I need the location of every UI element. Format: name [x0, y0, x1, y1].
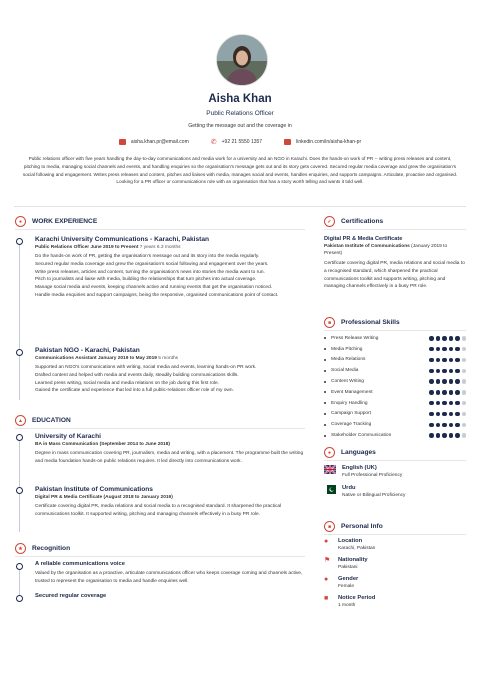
skills-list — [324, 333, 466, 441]
work-experience-title: WORK EXPERIENCE — [32, 218, 98, 225]
uk-flag-icon — [324, 465, 336, 474]
skill-row — [324, 333, 466, 344]
skill-name: Stakeholder Communication — [324, 433, 391, 438]
recognition-title: Recognition — [32, 545, 71, 552]
candidate-name: Aisha Khan — [208, 93, 272, 105]
rating-dot — [436, 390, 441, 395]
email-contact[interactable] — [119, 138, 189, 146]
skill-rating — [429, 433, 466, 438]
experience-description: Supported an NGO's communications with writing, social media and events, learning hands-on PR work. Drafted content and helped with media and events daily, steadily building communications skills. Learned press writing, social media and media relations on the job during this first role. Gained the certificate and experience that led into a full public-relations officer role of my own. — [35, 365, 257, 394]
rating-dot — [462, 390, 467, 395]
rating-dot — [462, 423, 467, 428]
skill-rating — [429, 423, 466, 428]
rating-dot — [449, 401, 454, 406]
email-icon — [119, 139, 126, 145]
rating-dot — [429, 358, 434, 363]
skill-name: Enquiry Handling — [324, 401, 368, 406]
linkedin-text: linkedin.com/in/aisha-khan-pr — [296, 139, 362, 145]
bullet-icon — [324, 337, 326, 339]
rating-dot — [429, 379, 434, 384]
skill-row — [324, 355, 466, 366]
rating-dot — [449, 369, 454, 374]
skill-rating — [429, 347, 466, 352]
section-rule — [324, 460, 466, 461]
recognition-entry — [35, 561, 305, 586]
skill-name: Media Pitching — [324, 347, 362, 352]
certification-title: Digital PR & Media Certificate — [324, 236, 403, 242]
personal-info-list — [324, 538, 466, 614]
bullet-icon — [324, 402, 326, 404]
skill-row — [324, 344, 466, 355]
language-level: Native or Bilingual Proficiency — [342, 493, 406, 498]
rating-dot — [442, 379, 447, 384]
email-text: aisha.khan.pr@email.com — [130, 139, 189, 145]
rating-dot — [436, 347, 441, 352]
bullet-icon — [324, 381, 326, 383]
linkedin-icon — [284, 139, 291, 145]
languages-list — [324, 465, 466, 505]
experience-entry — [35, 347, 305, 395]
contact-bar — [0, 138, 480, 146]
rating-dot — [429, 369, 434, 374]
certifications-heading — [324, 216, 383, 227]
experience-entry — [35, 236, 305, 300]
rating-dot — [449, 433, 454, 438]
rating-dot — [436, 369, 441, 374]
certification-entry — [324, 236, 466, 291]
briefcase-icon: ● — [15, 216, 26, 227]
language-name: English (UK) — [342, 465, 377, 471]
skills-title: Professional Skills — [341, 319, 400, 326]
skills-heading — [324, 317, 400, 328]
location-pin-icon: ● — [324, 538, 329, 545]
rating-dot — [449, 390, 454, 395]
personal-info-title: Personal Info — [341, 523, 383, 530]
rating-dot — [449, 423, 454, 428]
person-icon: ● — [324, 576, 329, 583]
rating-dot — [442, 336, 447, 341]
flag-icon: ⚑ — [324, 557, 331, 564]
linkedin-contact[interactable] — [284, 138, 361, 146]
experience-description: Do the hands-on work of PR, getting the organisation's message out and its story into the media regularly. Secured regular media coverage and grew the organisation's social following and engagement over the years. Write press releases, articles and content, turning the organisation's news into stories the media want to run. Pitch to journalists and liaise with media, building the relationships that turn pitches into actual coverage. Manage social media and events, keeping channels active and running events that get the organisation noticed. Handle media enquiries and support campaigns, being the responsive, organised communications point of contact. — [35, 254, 279, 298]
rating-dot — [455, 401, 460, 406]
skill-rating — [429, 369, 466, 374]
skill-name: Press Release Writing — [324, 336, 378, 341]
education-title: EDUCATION — [32, 417, 71, 424]
skill-row — [324, 365, 466, 376]
rating-dot — [442, 423, 447, 428]
education-timeline — [19, 436, 20, 532]
rating-dot — [455, 347, 460, 352]
pakistan-flag-icon — [324, 485, 336, 494]
personal-info-item: ⚑ Nationality Pakistani — [324, 557, 368, 570]
bullet-icon — [324, 370, 326, 372]
languages-title: Languages — [341, 449, 376, 456]
toolbox-icon: ■ — [324, 317, 335, 328]
job-title: Public Relations Officer — [206, 110, 274, 117]
position-dates: Communications Assistant January 2019 to May 2019 5 months — [35, 356, 179, 361]
skill-name: Campaign Support — [324, 411, 371, 416]
rating-dot — [429, 412, 434, 417]
rating-dot — [455, 412, 460, 417]
work-experience-heading — [15, 216, 97, 227]
skill-row — [324, 419, 466, 430]
language-level: Full Professional Proficiency — [342, 473, 403, 478]
timeline-dot — [16, 595, 23, 602]
rating-dot — [449, 347, 454, 352]
rating-dot — [429, 347, 434, 352]
skill-name: Coverage Tracking — [324, 422, 371, 427]
rating-dot — [442, 390, 447, 395]
skill-rating — [429, 358, 466, 363]
phone-icon: ✆ — [210, 139, 217, 146]
profile-photo — [216, 34, 268, 86]
rating-dot — [429, 336, 434, 341]
skill-name: Social Media — [324, 368, 358, 373]
rating-dot — [462, 358, 467, 363]
rating-dot — [429, 390, 434, 395]
divider — [14, 206, 466, 207]
position-dates: Public Relations Officer June 2019 to Present 7 years 6.3 months — [35, 245, 181, 250]
rating-dot — [442, 358, 447, 363]
rating-dot — [442, 401, 447, 406]
rating-dot — [442, 412, 447, 417]
skill-name: Content Writing — [324, 379, 364, 384]
rating-dot — [455, 358, 460, 363]
skill-row — [324, 398, 466, 409]
section-rule — [324, 330, 466, 331]
rating-dot — [455, 336, 460, 341]
section-rule — [15, 556, 305, 557]
id-card-icon: ■ — [324, 521, 335, 532]
language-name: Urdu — [342, 485, 356, 491]
skill-row — [324, 376, 466, 387]
rating-dot — [455, 369, 460, 374]
employer: Pakistan NGO - Karachi, Pakistan — [35, 347, 140, 354]
skill-row — [324, 409, 466, 420]
timeline-dot — [16, 238, 23, 245]
rating-dot — [436, 433, 441, 438]
bullet-icon — [324, 424, 326, 426]
timeline-dot — [16, 434, 23, 441]
rating-dot — [455, 379, 460, 384]
rating-dot — [442, 433, 447, 438]
rating-dot — [462, 433, 467, 438]
education-entry — [35, 433, 305, 466]
recognition-name: Secured regular coverage — [35, 593, 107, 599]
phone-contact[interactable] — [211, 138, 262, 146]
bullet-icon — [324, 391, 326, 393]
personal-info-heading — [324, 521, 383, 532]
rating-dot — [449, 358, 454, 363]
rating-dot — [429, 423, 434, 428]
recognition-entry — [35, 593, 305, 599]
skill-rating — [429, 401, 466, 406]
experience-timeline — [19, 240, 20, 400]
rating-dot — [462, 401, 467, 406]
section-rule — [324, 229, 466, 230]
recognition-name: A reliable communications voice — [35, 561, 125, 567]
section-rule — [15, 229, 305, 230]
rating-dot — [436, 423, 441, 428]
rating-dot — [436, 401, 441, 406]
skill-name: Media Relations — [324, 357, 365, 362]
graduation-cap-icon: ▲ — [15, 415, 26, 426]
certification-description: Certificate covering digital PR, media relations and social media to a recognised standard, which sharpened the practical communications toolkit and supports writing, pitching and managing channels effectively in a busy PR role. — [324, 261, 465, 290]
award-icon: ★ — [15, 543, 26, 554]
skill-rating — [429, 379, 466, 384]
timeline-dot — [16, 487, 23, 494]
personal-info-item: ● Gender Female — [324, 576, 359, 589]
skill-rating — [429, 412, 466, 417]
skill-row — [324, 387, 466, 398]
timeline-dot — [16, 563, 23, 570]
certificate-icon: ✓ — [324, 216, 335, 227]
language-item — [324, 465, 466, 478]
rating-dot — [442, 369, 447, 374]
rating-dot — [449, 412, 454, 417]
rating-dot — [449, 336, 454, 341]
timeline-dot — [16, 349, 23, 356]
section-rule — [15, 428, 305, 429]
rating-dot — [449, 379, 454, 384]
language-item — [324, 485, 466, 498]
skill-rating — [429, 336, 466, 341]
school-name: University of Karachi — [35, 433, 101, 440]
rating-dot — [436, 358, 441, 363]
rating-dot — [442, 347, 447, 352]
bullet-icon — [324, 413, 326, 415]
degree-dates: BA in Mass Communication (September 2014 to June 2018) — [35, 442, 170, 447]
section-rule — [324, 534, 466, 535]
rating-dot — [429, 401, 434, 406]
languages-heading — [324, 447, 376, 458]
bullet-icon — [324, 435, 326, 437]
personal-info-item: ● Location Karachi, Pakistan — [324, 538, 376, 551]
rating-dot — [462, 336, 467, 341]
rating-dot — [436, 336, 441, 341]
recognition-heading — [15, 543, 70, 554]
rating-dot — [462, 347, 467, 352]
bullet-icon — [324, 348, 326, 350]
bullet-icon — [324, 359, 326, 361]
tagline: Getting the message out and the coverage in — [188, 123, 292, 129]
skill-name: Event Management — [324, 390, 373, 395]
education-description: Certificate covering digital PR, media relations and social media to a recognised standard. It sharpened the practical communications toolkit. It supported writing, pitching and managing channels effectively in a busy PR role. — [35, 504, 282, 517]
rating-dot — [429, 433, 434, 438]
rating-dot — [462, 379, 467, 384]
globe-icon: ● — [324, 447, 335, 458]
rating-dot — [455, 423, 460, 428]
profile-summary: Public relations officer with five years handling the day-to-day communications and media work for a university and an NGO in Karachi. Does the hands-on work of PR -- writing press releases and content, pitching to media, managing social channels and events, and handling enquiries so the organisation's message gets out and its story gets covered. Secured regular media coverage and grew the organisation's social following and engagement. Writes press releases and content, pitches and liaises with media, manages social and events, handles enquiries, and supports campaigns. Articulate, proactive and organised. Looking for a PR officer or communications role with an organisation that has a story worth telling and wants it told well. — [22, 156, 458, 185]
rating-dot — [455, 433, 460, 438]
employer: Karachi University Communications - Karachi, Pakistan — [35, 236, 210, 243]
rating-dot — [436, 379, 441, 384]
skill-rating — [429, 390, 466, 395]
certifications-title: Certifications — [341, 218, 384, 225]
calendar-icon: ■ — [324, 595, 329, 602]
certification-issuer-dates: Pakistan Institute of Communications (January 2019 to Present) — [324, 244, 448, 256]
recognition-description: Valued by the organisation as a proactive, articulate communications officer who keeps coverage coming and channels active, trusted to represent the organisation to media and handle enquiries well. — [35, 571, 303, 584]
personal-info-item: ■ Notice Period 1 month — [324, 595, 376, 608]
degree-dates: Digital PR & Media Certificate (August 2018 to January 2019) — [35, 495, 173, 500]
rating-dot — [436, 412, 441, 417]
skill-row — [324, 430, 466, 441]
phone-text: +92 21 5550 1357 — [221, 139, 263, 145]
education-entry — [35, 486, 305, 519]
rating-dot — [462, 412, 467, 417]
rating-dot — [462, 369, 467, 374]
school-name: Pakistan Institute of Communications — [35, 486, 153, 493]
education-heading — [15, 415, 71, 426]
education-description: Degree in mass communication covering PR, journalism, media and writing, with a placement. The programme built the writing and media foundation hands-on public relations requires. It led directly into communications work. — [35, 451, 304, 464]
rating-dot — [455, 390, 460, 395]
